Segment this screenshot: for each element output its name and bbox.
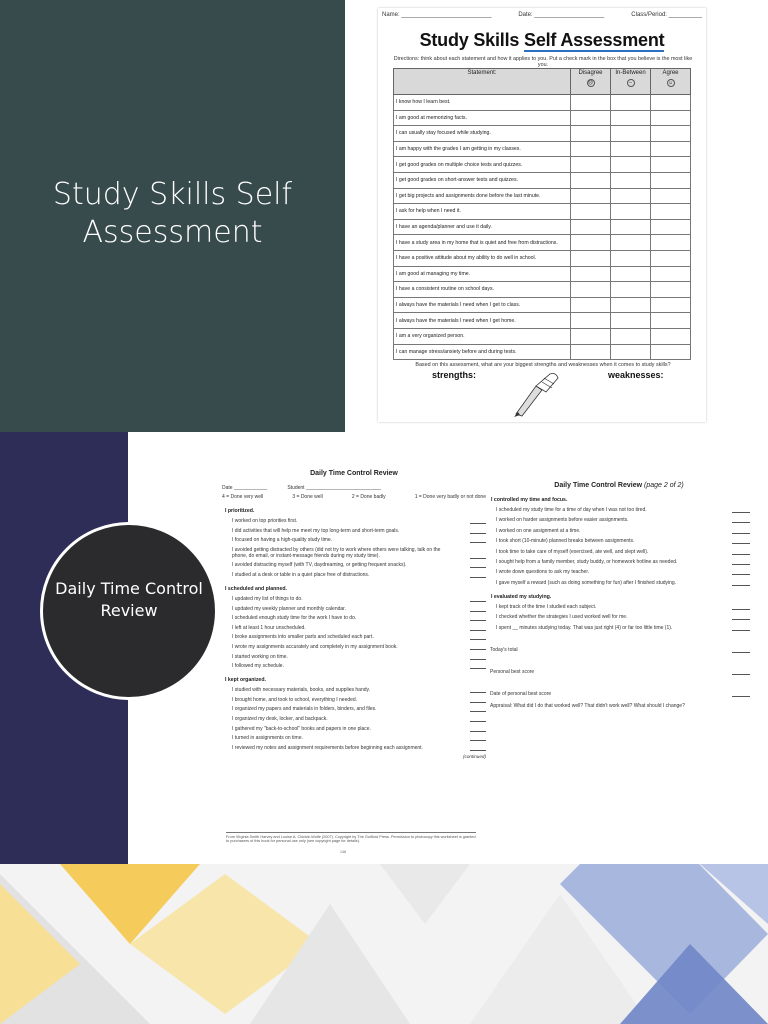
checklist-item-text: I studied with necessary materials, books, and supplies handy. xyxy=(232,687,371,694)
checkbox-disagree[interactable] xyxy=(571,219,611,235)
checklist-item xyxy=(496,517,750,523)
rating-line[interactable] xyxy=(732,543,750,544)
checklist-item-text: I studied at a desk or table in a quiet place free of distractions. xyxy=(232,571,370,578)
checklist-item-text: I focused on having a high-quality study time. xyxy=(232,537,333,544)
date-label: Date ____________ xyxy=(222,485,268,491)
assessment-row xyxy=(394,344,691,360)
checklist-item xyxy=(232,547,486,559)
rating-line[interactable] xyxy=(732,512,750,513)
rating-line[interactable] xyxy=(732,564,750,565)
assessment-table-header xyxy=(394,69,691,95)
checklist-item xyxy=(232,572,486,578)
col-statement: Statement: xyxy=(394,69,571,95)
date-personal-best-row: Date of personal best score xyxy=(490,691,750,697)
rating-line[interactable] xyxy=(732,574,750,575)
rating-line[interactable] xyxy=(470,711,486,712)
checkbox-agree[interactable] xyxy=(651,157,691,173)
checklist-item-text: I updated my list of things to do. xyxy=(232,595,303,602)
checklist-item xyxy=(232,518,486,524)
rating-line[interactable] xyxy=(732,554,750,555)
worksheet-title-part1: Study Skills xyxy=(419,30,525,50)
checkbox-in-between[interactable] xyxy=(611,172,651,188)
checkbox-disagree[interactable] xyxy=(571,235,611,251)
checklist-item xyxy=(496,604,750,610)
slide-study-skills xyxy=(0,0,768,432)
statement-text: I always have the materials I need when I get home. xyxy=(394,313,571,329)
rating-line[interactable] xyxy=(470,668,486,669)
statement-text: I am good at memorizing facts. xyxy=(394,110,571,126)
checklist-item xyxy=(232,663,486,669)
worksheet-title xyxy=(378,30,706,51)
rating-line[interactable] xyxy=(470,533,486,534)
checklist-item-text: I took short (10-minute) planned breaks between assignments. xyxy=(496,538,635,545)
section-heading: I scheduled and planned. xyxy=(225,585,287,592)
rating-line[interactable] xyxy=(470,601,486,602)
rating-line[interactable] xyxy=(470,721,486,722)
checklist-item xyxy=(496,569,750,575)
answer-line xyxy=(732,674,750,675)
section-heading: I prioritized. xyxy=(225,508,255,514)
checkbox-agree[interactable] xyxy=(651,110,691,126)
checkbox-agree[interactable] xyxy=(651,282,691,298)
time-control-page-2 xyxy=(488,482,750,782)
col-disagree: Disagree ☹ xyxy=(571,69,611,95)
rating-line[interactable] xyxy=(732,533,750,534)
checklist-item xyxy=(232,706,486,712)
checklist-item-text: I worked on harder assignments before easier assignments. xyxy=(496,517,629,524)
scale-4: 4 = Done very well xyxy=(222,494,264,500)
checklist-item xyxy=(496,538,750,544)
checklist-item xyxy=(232,726,486,732)
checklist-item xyxy=(496,549,750,555)
assessment-row xyxy=(394,328,691,344)
frown-face-icon: ☹ xyxy=(587,80,594,86)
checkbox-in-between[interactable] xyxy=(611,95,651,111)
assessment-row xyxy=(394,110,691,126)
statement-text: I have a consistent routine on school days. xyxy=(394,282,571,298)
checkbox-disagree[interactable] xyxy=(571,313,611,329)
slide2-title: Daily Time Control Review xyxy=(55,579,203,620)
checkbox-agree[interactable] xyxy=(651,328,691,344)
rating-line[interactable] xyxy=(732,522,750,523)
slide-daily-time-control xyxy=(0,432,768,864)
answer-line xyxy=(732,652,750,653)
student-label: Student ___________________________ xyxy=(287,485,382,491)
col-in-between: In-Between – xyxy=(611,69,651,95)
checklist-item-text: I organized my papers and materials in folders, binders, and files. xyxy=(232,706,377,713)
checklist-item xyxy=(496,625,750,631)
checklist-item xyxy=(232,697,486,703)
checklist-item-text: I sought help from a family member, study buddy, or homework hotline as needed. xyxy=(496,558,678,565)
rating-line[interactable] xyxy=(470,620,486,621)
strengths-label: strengths: xyxy=(432,370,477,380)
rating-line[interactable] xyxy=(470,692,486,693)
checkbox-agree[interactable] xyxy=(651,219,691,235)
checkbox-disagree[interactable] xyxy=(571,204,611,220)
checkbox-agree[interactable] xyxy=(651,188,691,204)
rating-line[interactable] xyxy=(470,731,486,732)
checklist-item-text: I took time to take care of myself (exercised, ate well, and slept well). xyxy=(496,548,649,555)
checkbox-disagree[interactable] xyxy=(571,157,611,173)
checklist-item xyxy=(496,528,750,534)
continued-label: (continued) xyxy=(463,754,486,760)
checkbox-agree[interactable] xyxy=(651,126,691,142)
assessment-row xyxy=(394,250,691,266)
checkbox-disagree[interactable] xyxy=(571,266,611,282)
personal-best-row: Personal best score xyxy=(490,669,750,675)
checklist-item-text: I avoided getting distracted by others (did not try to work where others were talking, talk on the phone, do email, or instant-message friends during my study time). xyxy=(232,546,441,559)
study-skills-worksheet xyxy=(378,8,706,422)
checkbox-disagree[interactable] xyxy=(571,297,611,313)
checkbox-in-between[interactable] xyxy=(611,126,651,142)
checklist-item-text: I scheduled my study time for a time of day when I was not too tired. xyxy=(496,507,647,513)
page1-sections xyxy=(222,508,486,751)
checklist-item xyxy=(232,615,486,621)
rating-line[interactable] xyxy=(470,558,486,559)
assessment-table xyxy=(393,68,691,360)
neutral-face-icon: – xyxy=(627,79,635,87)
assessment-row xyxy=(394,235,691,251)
hand-writing-icon xyxy=(506,368,566,418)
checklist-item-text: I updated my weekly planner and monthly calendar. xyxy=(232,605,346,612)
checkbox-disagree[interactable] xyxy=(571,328,611,344)
rating-line[interactable] xyxy=(470,740,486,741)
appraisal-row: Appraisal: What did I do that worked well? That didn't work well? What should I change? xyxy=(490,702,685,709)
date-field-label: Date: _____________________ xyxy=(518,12,605,18)
rating-line[interactable] xyxy=(732,630,750,631)
statement-text: I know how I learn best. xyxy=(394,95,571,111)
checklist-item-text: I kept track of the time I studied each subject. xyxy=(496,603,597,610)
checkbox-in-between[interactable] xyxy=(611,282,651,298)
scale-2: 2 = Done badly xyxy=(351,494,386,500)
checklist-item xyxy=(232,716,486,722)
scale-1: 1 = Done very badly or not done xyxy=(414,494,486,500)
checklist-item-text: I did activities that will help me meet my top long-term and short-term goals. xyxy=(232,527,400,534)
checklist-item-text: I gave myself a reward (such as doing something for fun) after I finished studying. xyxy=(496,579,677,586)
worksheet-title-part2: Self Assessment xyxy=(524,30,665,50)
geometric-pattern xyxy=(0,864,768,1024)
checkbox-disagree[interactable] xyxy=(571,344,611,360)
assessment-row xyxy=(394,157,691,173)
checkbox-disagree[interactable] xyxy=(571,188,611,204)
rating-line[interactable] xyxy=(732,609,750,610)
statement-text: I am good at managing my time. xyxy=(394,266,571,282)
todays-total-row: Today's total xyxy=(490,647,750,653)
statement-text: I get big projects and assignments done before the last minute. xyxy=(394,188,571,204)
rating-line[interactable] xyxy=(470,577,486,578)
assessment-row xyxy=(394,204,691,220)
checklist-item-text: I gathered my "back-to-school" books and papers in one place. xyxy=(232,725,371,732)
rating-line[interactable] xyxy=(470,523,486,524)
checkbox-agree[interactable] xyxy=(651,250,691,266)
checkbox-disagree[interactable] xyxy=(571,282,611,298)
copyright-credit: From Virginia Smith Harvey and Louise A. Chickie-Wolfe (2007). Copyright by The Guilford Press. Permission to photocopy this worksheet is granted to purchasers of this book for personal use only (see copyright page for details). xyxy=(226,832,476,843)
checkbox-agree[interactable] xyxy=(651,313,691,329)
assessment-row xyxy=(394,141,691,157)
rating-line[interactable] xyxy=(470,611,486,612)
checklist-item xyxy=(232,537,486,543)
checkbox-disagree[interactable] xyxy=(571,110,611,126)
checkbox-in-between[interactable] xyxy=(611,313,651,329)
checkbox-in-between[interactable] xyxy=(611,235,651,251)
checkbox-disagree[interactable] xyxy=(571,95,611,111)
rating-line[interactable] xyxy=(470,567,486,568)
checklist-item-text: I wrote down questions to ask my teacher. xyxy=(496,569,590,576)
checkbox-in-between[interactable] xyxy=(611,110,651,126)
checkbox-in-between[interactable] xyxy=(611,188,651,204)
checklist-item-text: I worked on top priorities first. xyxy=(232,518,298,524)
worksheet-header xyxy=(382,12,702,18)
checkbox-agree[interactable] xyxy=(651,172,691,188)
class-field-label: Class/Period: __________ xyxy=(631,12,702,18)
checklist-item-text: I turned in assignments on time. xyxy=(232,735,303,742)
page2-title: Daily Time Control Review (page 2 of 2) xyxy=(554,482,684,489)
rating-line[interactable] xyxy=(470,659,486,660)
checklist-item-text: I left at least 1 hour unscheduled. xyxy=(232,624,306,631)
checklist-item-text: I started working on time. xyxy=(232,653,288,660)
checklist-item xyxy=(232,596,486,602)
bottom-decoration xyxy=(0,864,768,1024)
assessment-row xyxy=(394,266,691,282)
checklist-item xyxy=(232,735,486,741)
checkbox-in-between[interactable] xyxy=(611,328,651,344)
slide1-title: Study Skills Self Assessment xyxy=(52,177,293,250)
checklist-item xyxy=(232,528,486,534)
checklist-item xyxy=(232,562,486,568)
slide1-title-panel xyxy=(0,0,345,432)
rating-line[interactable] xyxy=(470,542,486,543)
checkbox-in-between[interactable] xyxy=(611,344,651,360)
checkbox-agree[interactable] xyxy=(651,141,691,157)
checklist-item-text: I avoided distracting myself (with TV, daydreaming, or getting frequent snacks). xyxy=(232,562,407,569)
rating-line[interactable] xyxy=(470,630,486,631)
checklist-item-text: I brought home, and took to school, everything I needed. xyxy=(232,696,358,703)
checklist-item xyxy=(496,559,750,565)
checkbox-disagree[interactable] xyxy=(571,172,611,188)
rating-line[interactable] xyxy=(732,585,750,586)
rating-line[interactable] xyxy=(470,649,486,650)
section-heading: I evaluated my studying. xyxy=(491,593,552,600)
assessment-row xyxy=(394,188,691,204)
checklist-item-text: I worked on one assignment at a time. xyxy=(496,527,581,534)
checkbox-agree[interactable] xyxy=(651,266,691,282)
checkbox-in-between[interactable] xyxy=(611,297,651,313)
statement-text: I can usually stay focused while studying. xyxy=(394,126,571,142)
strengths-question: Based on this assessment, what are your biggest strengths and weaknesses when it comes to study skills? xyxy=(415,362,671,368)
checkbox-in-between[interactable] xyxy=(611,141,651,157)
assessment-row xyxy=(394,313,691,329)
assessment-row xyxy=(394,95,691,111)
checkbox-disagree[interactable] xyxy=(571,126,611,142)
checkbox-in-between[interactable] xyxy=(611,250,651,266)
rating-line[interactable] xyxy=(470,702,486,703)
page2-sections xyxy=(488,497,750,631)
checklist-item-text: I reviewed my notes and assignment requirements before beginning each assignment. xyxy=(232,744,423,751)
checklist-item xyxy=(232,745,486,751)
checklist-item xyxy=(232,654,486,660)
answer-line xyxy=(732,696,750,697)
checkbox-in-between[interactable] xyxy=(611,266,651,282)
statement-text: I ask for help when I need it. xyxy=(394,204,571,220)
weaknesses-label: weaknesses: xyxy=(608,370,664,380)
rating-line[interactable] xyxy=(732,619,750,620)
page-number: 148 xyxy=(340,850,346,854)
smile-face-icon: ☺ xyxy=(667,80,674,86)
checklist-item-text: I wrote my assignments accurately and completely in my assignment book. xyxy=(232,643,398,650)
checklist-item xyxy=(232,644,486,650)
checkbox-agree[interactable] xyxy=(651,344,691,360)
page1-date-student xyxy=(222,485,486,491)
checklist-item xyxy=(232,606,486,612)
statement-text: I have a positive attitude about my ability to do well in school. xyxy=(394,250,571,266)
checkbox-in-between[interactable] xyxy=(611,219,651,235)
assessment-row xyxy=(394,219,691,235)
checkbox-in-between[interactable] xyxy=(611,204,651,220)
checklist-item-text: I broke assignments into smaller parts and scheduled each part. xyxy=(232,634,374,641)
checkbox-agree[interactable] xyxy=(651,204,691,220)
checklist-item xyxy=(232,625,486,631)
assessment-row xyxy=(394,282,691,298)
statement-text: I am a very organized person. xyxy=(394,328,571,344)
scale-3: 3 = Done well xyxy=(292,494,323,500)
rating-line[interactable] xyxy=(470,750,486,751)
rating-scale xyxy=(222,494,486,500)
statement-text: I can manage stress/anxiety before and during tests. xyxy=(394,344,571,360)
checklist-item-text: I followed my schedule. xyxy=(232,663,284,670)
checkbox-disagree[interactable] xyxy=(571,141,611,157)
statement-text: I have an agenda/planner and use it daily. xyxy=(394,219,571,235)
statement-text: I have a study area in my home that is quiet and free from distractions. xyxy=(394,235,571,251)
col-agree: Agree ☺ xyxy=(651,69,691,95)
assessment-row xyxy=(394,172,691,188)
checkbox-agree[interactable] xyxy=(651,297,691,313)
statement-text: I get good grades on short-answer tests and quizzes. xyxy=(394,172,571,188)
checkbox-agree[interactable] xyxy=(651,95,691,111)
checklist-item xyxy=(232,687,486,693)
checklist-item xyxy=(496,580,750,586)
statement-text: I always have the materials I need when I get to class. xyxy=(394,297,571,313)
checkbox-agree[interactable] xyxy=(651,235,691,251)
checklist-item-text: I scheduled enough study time for the work I have to do. xyxy=(232,615,357,622)
assessment-row xyxy=(394,126,691,142)
statement-text: I am happy with the grades I am getting in my classes. xyxy=(394,141,571,157)
section-heading: I kept organized. xyxy=(225,677,266,684)
checklist-item xyxy=(496,507,750,513)
name-field-label: Name: ___________________________ xyxy=(382,12,492,18)
section-heading: I controlled my time and focus. xyxy=(491,497,568,503)
rating-line[interactable] xyxy=(470,639,486,640)
checklist-item-text: I spent __ minutes studying today. That was just right (4) or far too little time (1). xyxy=(496,624,673,631)
checklist-item-text: I organized my desk, locker, and backpack. xyxy=(232,715,328,722)
checklist-item xyxy=(496,614,750,620)
checklist-item xyxy=(232,634,486,640)
checklist-item-text: I checked whether the strategies I used worked well for me. xyxy=(496,614,628,621)
page1-title: Daily Time Control Review xyxy=(310,470,398,477)
statement-text: I get good grades on multiple choice tests and quizzes. xyxy=(394,157,571,173)
worksheet-directions: Directions: think about each statement and how it applies to you. Put a check mark in the box that you believe is the most like you. xyxy=(393,56,693,68)
time-control-page-1 xyxy=(222,470,486,854)
checkbox-disagree[interactable] xyxy=(571,250,611,266)
checkbox-in-between[interactable] xyxy=(611,157,651,173)
assessment-row xyxy=(394,297,691,313)
page2-title-suffix: (page 2 of 2) xyxy=(644,482,684,489)
